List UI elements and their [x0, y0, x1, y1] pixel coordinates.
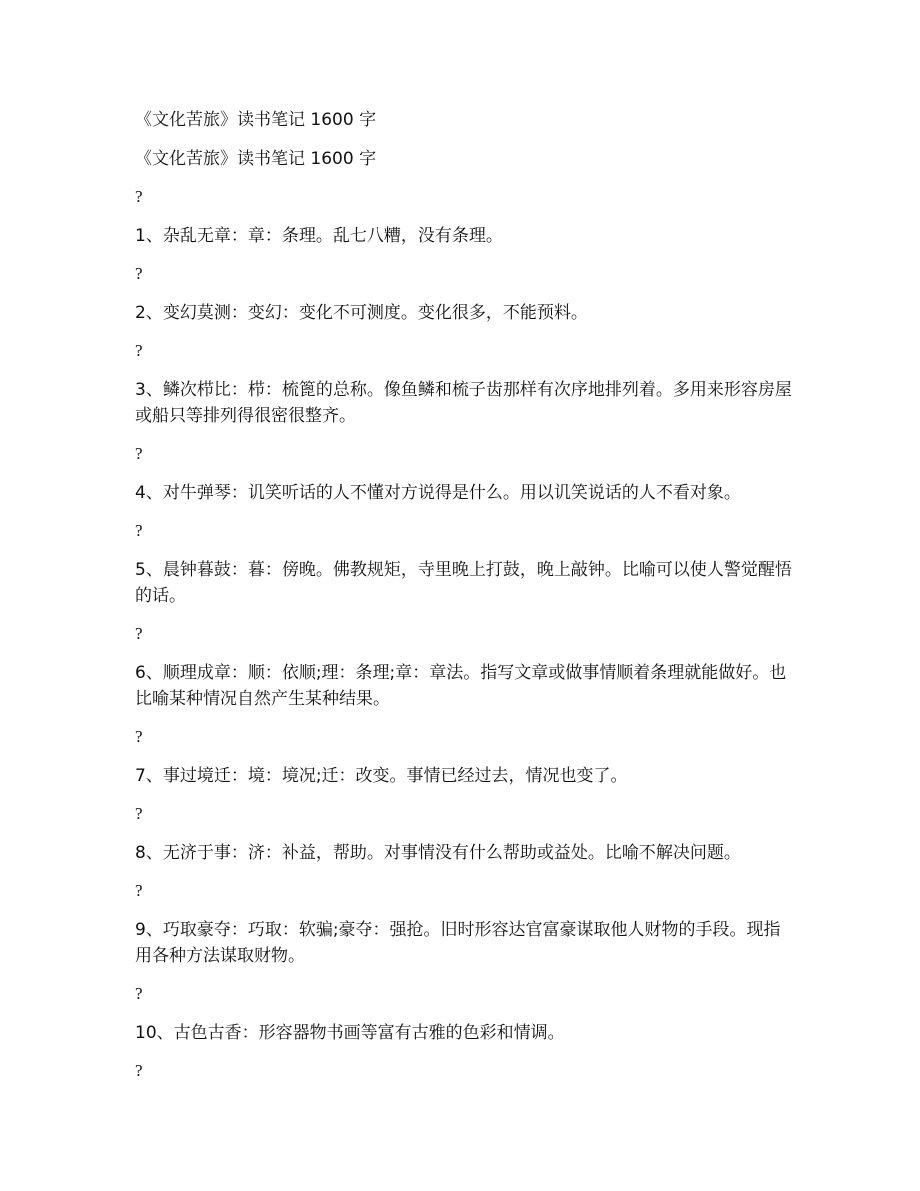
- list-item: 4、对牛弹琴：讥笑听话的人不懂对方说得是什么。用以讥笑说话的人不看对象。: [135, 482, 741, 503]
- document-title: 《文化苦旅》读书笔记 1600 字: [135, 110, 377, 130]
- list-item: 8、无济于事：济：补益，帮助。对事情没有什么帮助或益处。比喻不解决问题。: [135, 842, 741, 863]
- separator: ?: [135, 1061, 143, 1080]
- list-item: 5、晨钟暮鼓：暮：傍晚。佛教规矩，寺里晚上打鼓，晚上敲钟。比喻可以使人警觉醒悟的话。: [135, 559, 792, 606]
- separator: ?: [135, 624, 143, 643]
- separator: ?: [135, 984, 143, 1003]
- document-page: [135, 107, 795, 1097]
- list-item: 7、事过境迁：境：境况;迁：改变。事情已经过去，情况也变了。: [135, 765, 628, 786]
- document-subtitle: 《文化苦旅》读书笔记 1600 字: [135, 148, 377, 169]
- separator: ?: [135, 444, 143, 463]
- list-item: 10、古色古香：形容器物书画等富有古雅的色彩和情调。: [135, 1022, 565, 1043]
- separator: ?: [135, 804, 143, 823]
- list-item: 3、鳞次栉比：栉：梳篦的总称。像鱼鳞和梳子齿那样有次序地排列着。多用来形容房屋或船只等排列得很密很整齐。: [135, 379, 792, 426]
- separator: ?: [135, 187, 143, 206]
- list-item: 1、杂乱无章：章：条理。乱七八糟，没有条理。: [135, 225, 503, 246]
- separator: ?: [135, 881, 143, 900]
- list-item: 2、变幻莫测：变幻：变化不可测度。变化很多，不能预料。: [135, 302, 588, 323]
- separator: ?: [135, 341, 143, 360]
- separator: ?: [135, 264, 143, 283]
- list-item: 9、巧取豪夺：巧取：软骗;豪夺：强抢。旧时形容达官富豪谋取他人财物的手段。现指用各种方法谋取财物。: [135, 919, 781, 966]
- separator: ?: [135, 521, 143, 540]
- list-item: 6、顺理成章：顺：依顺;理：条理;章：章法。指写文章或做事情顺着条理就能做好。也比喻某种情况自然产生某种结果。: [135, 662, 787, 709]
- separator: ?: [135, 727, 143, 746]
